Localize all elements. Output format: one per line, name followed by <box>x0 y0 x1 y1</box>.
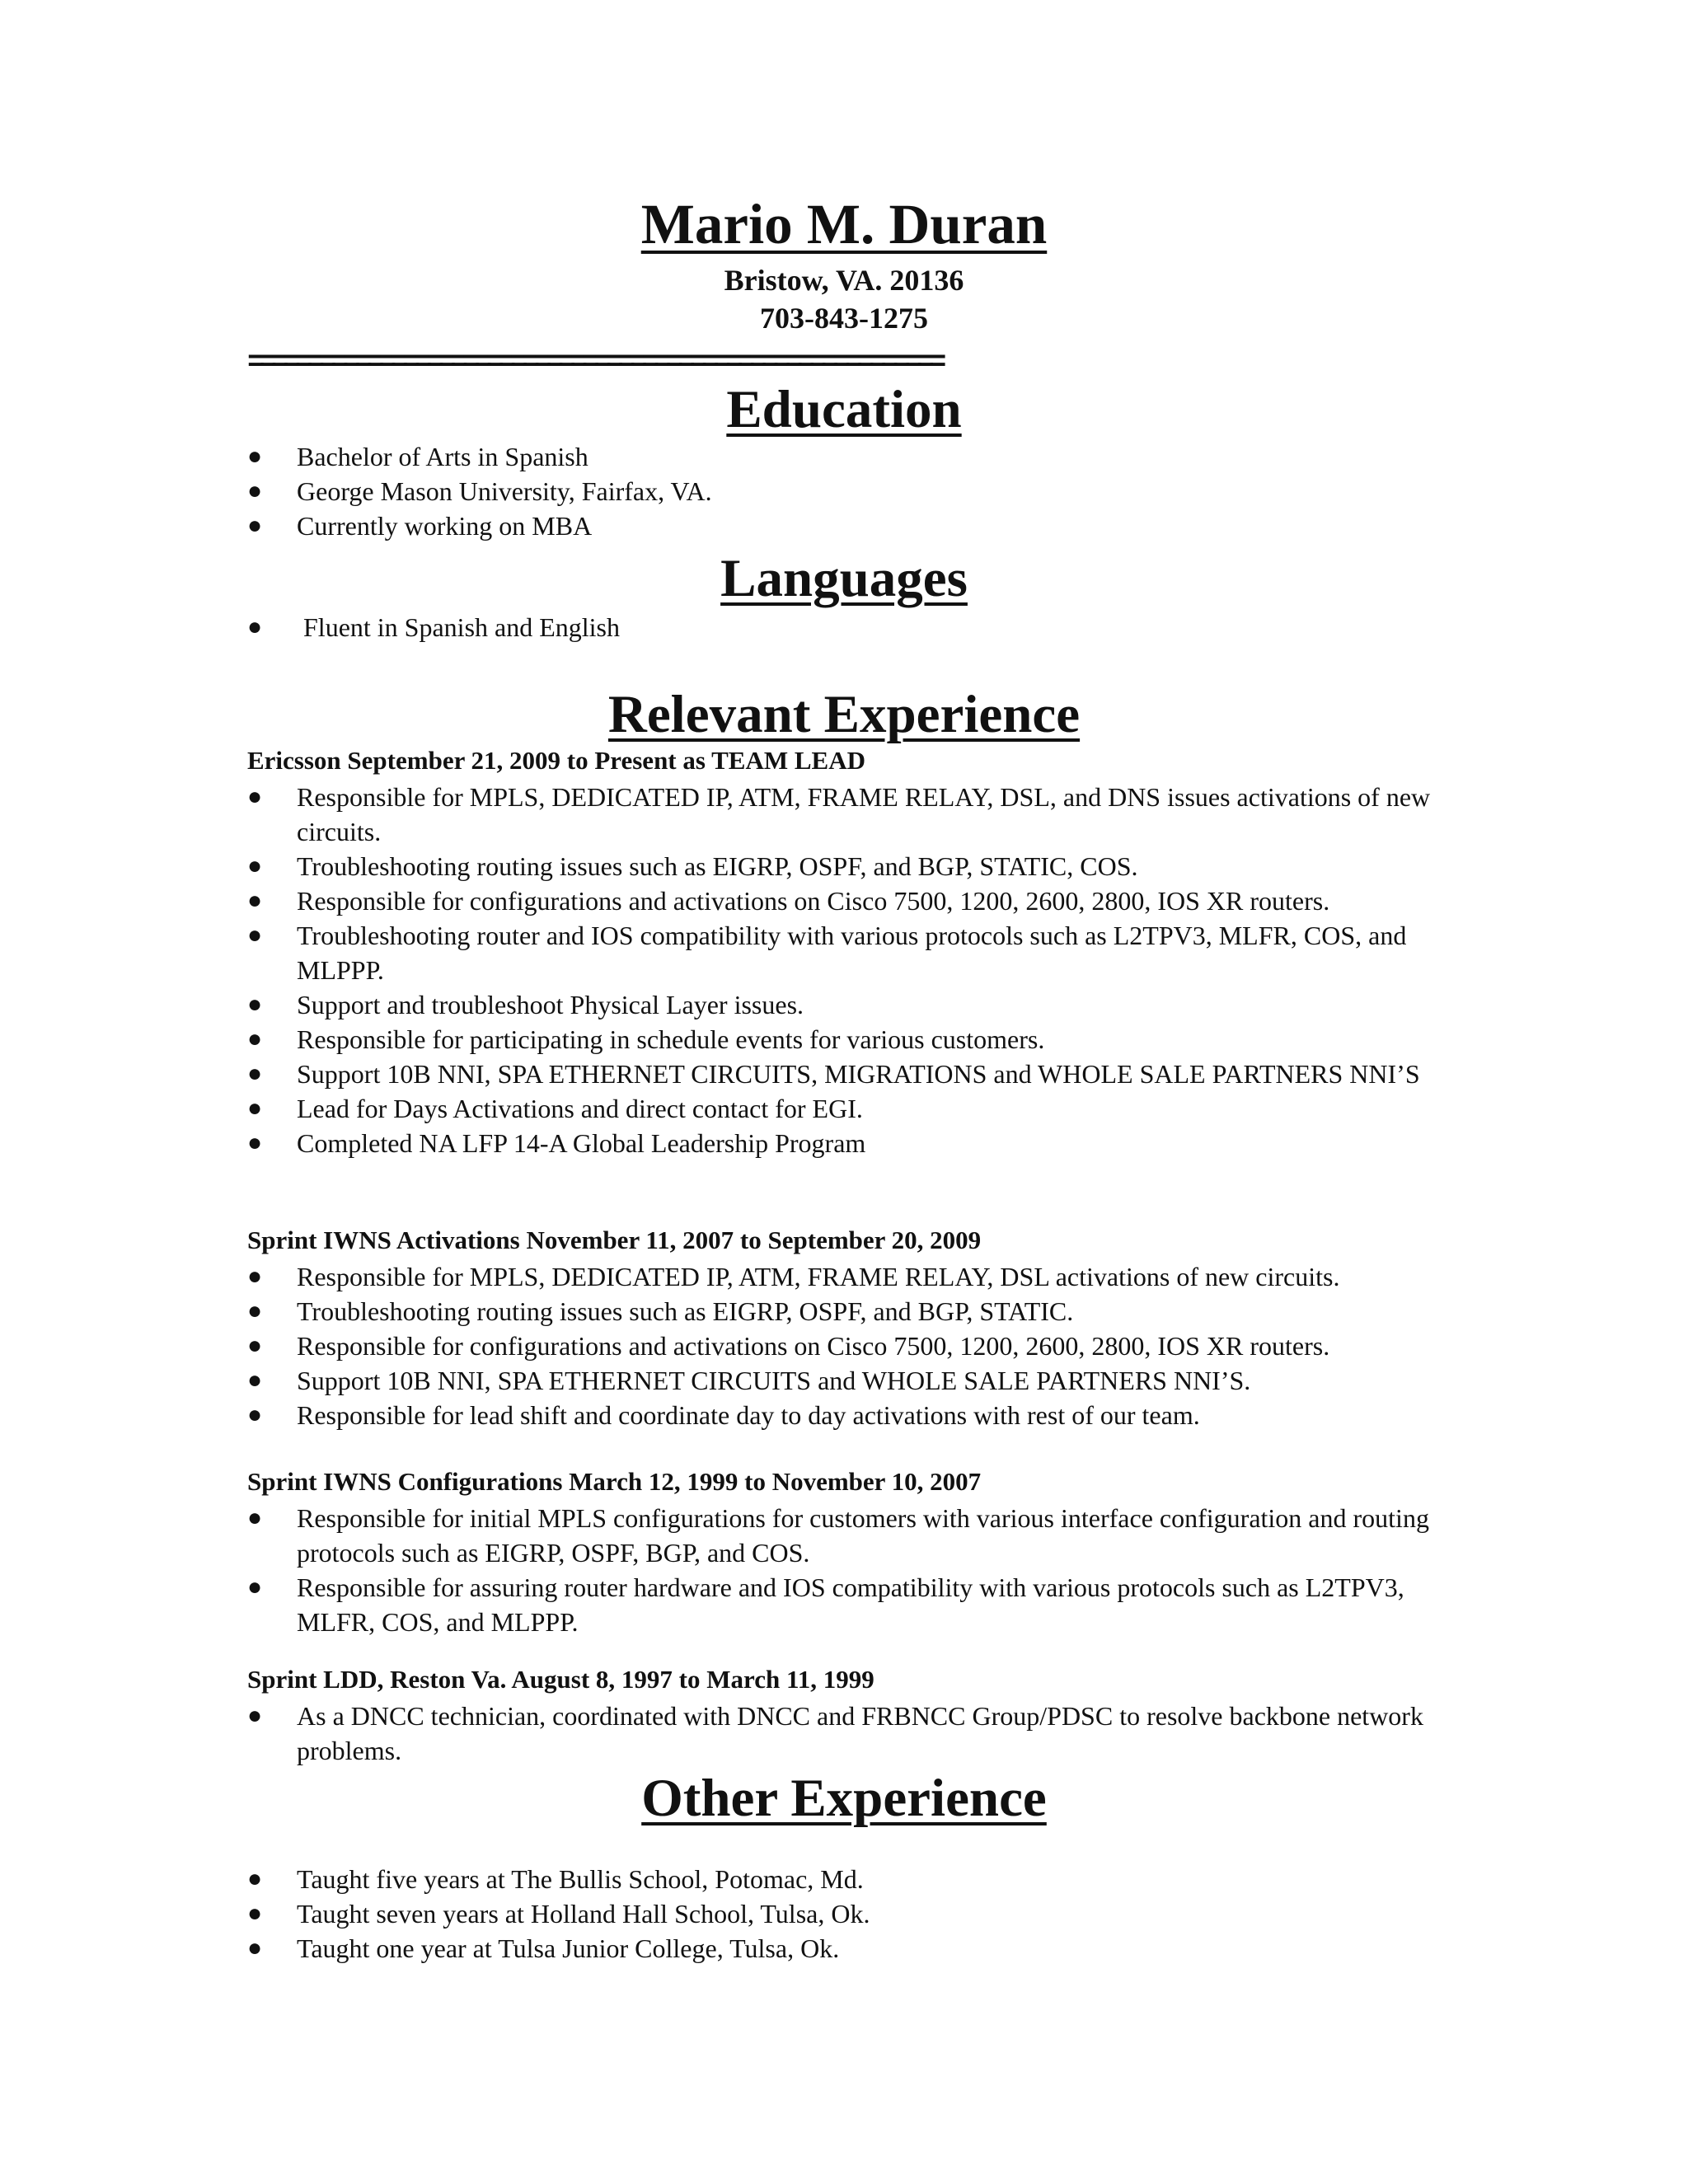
list-item: ● Troubleshooting routing issues such as EIGRP, OSPF, and BGP, STATIC. <box>247 1294 1434 1329</box>
candidate-name: Mario M. Duran <box>640 193 1048 255</box>
bullet-icon: ● <box>247 1702 263 1729</box>
other-experience-list <box>247 1862 1434 1966</box>
list-item: ● Taught one year at Tulsa Junior College, Tulsa, Ok. <box>247 1931 1434 1966</box>
bullet-icon: ● <box>247 1297 263 1324</box>
languages-title: Languages <box>720 549 968 608</box>
job-duties-list <box>247 1501 1434 1639</box>
list-item: ● Responsible for assuring router hardware and IOS compatibility with various protocols such as L2TPV3, MLFR, COS, and MLPPP. <box>247 1570 1434 1639</box>
bullet-icon: ● <box>247 991 263 1018</box>
address: Bristow, VA. 20136 <box>724 264 964 297</box>
list-item: ● Lead for Days Activations and direct contact for EGI. <box>247 1091 1434 1126</box>
bullet-icon: ● <box>247 921 263 949</box>
list-item: ● Fluent in Spanish and English <box>247 610 1434 644</box>
education-title: Education <box>726 380 962 439</box>
list-item: ● Taught five years at The Bullis School, Potomac, Md. <box>247 1862 1434 1896</box>
education-list <box>247 439 1434 543</box>
bullet-icon: ● <box>247 1094 263 1122</box>
list-item: ● Taught seven years at Holland Hall School, Tulsa, Ok. <box>247 1896 1434 1931</box>
job-heading: Ericsson September 21, 2009 to Present as TEAM LEAD <box>247 746 866 775</box>
job-duties-list <box>247 780 1434 1160</box>
bullet-icon: ● <box>247 477 263 504</box>
other-experience-title: Other Experience <box>641 1769 1047 1828</box>
bullet-icon: ● <box>247 1366 263 1394</box>
bullet-icon: ● <box>247 512 263 539</box>
list-item: ● George Mason University, Fairfax, VA. <box>247 474 1434 509</box>
bullet-icon: ● <box>247 1401 263 1428</box>
list-item: ● Bachelor of Arts in Spanish <box>247 439 1434 474</box>
bullet-icon: ● <box>247 1865 263 1892</box>
languages-list <box>247 610 1434 644</box>
job-heading: Sprint IWNS Configurations March 12, 1999 to November 10, 2007 <box>247 1467 982 1496</box>
bullet-icon: ● <box>247 1934 263 1961</box>
list-item: ● Troubleshooting routing issues such as EIGRP, OSPF, and BGP, STATIC, COS. <box>247 849 1434 883</box>
bullet-icon: ● <box>247 1573 263 1601</box>
list-item: ● Responsible for configurations and activations on Cisco 7500, 1200, 2600, 2800, IOS XR routers. <box>247 883 1434 918</box>
job-duties-list <box>247 1699 1434 1768</box>
list-item: ● Responsible for lead shift and coordinate day to day activations with rest of our team. <box>247 1398 1434 1432</box>
bullet-icon: ● <box>247 1504 263 1531</box>
job-heading: Sprint LDD, Reston Va. August 8, 1997 to March 11, 1999 <box>247 1665 874 1694</box>
bullet-icon: ● <box>247 1025 263 1052</box>
list-item: ● Responsible for initial MPLS configurations for customers with various interface configuration and routing protocols such as EIGRP, OSPF, BGP, and COS. <box>247 1501 1434 1570</box>
bullet-icon: ● <box>247 1060 263 1087</box>
list-item: ● As a DNCC technician, coordinated with DNCC and FRBNCC Group/PDSC to resolve backbone network problems. <box>247 1699 1434 1768</box>
list-item: ● Support and troubleshoot Physical Layer issues. <box>247 987 1434 1022</box>
bullet-icon: ● <box>247 887 263 914</box>
relevant-experience-title: Relevant Experience <box>607 685 1081 744</box>
bullet-icon: ● <box>247 783 263 810</box>
list-item: ● Responsible for MPLS, DEDICATED IP, ATM, FRAME RELAY, DSL, and DNS issues activations of new circuits. <box>247 780 1434 849</box>
list-item: ● Support 10B NNI, SPA ETHERNET CIRCUITS and WHOLE SALE PARTNERS NNI’S. <box>247 1363 1434 1398</box>
job-duties-list <box>247 1259 1434 1432</box>
bullet-icon: ● <box>247 613 263 640</box>
bullet-icon: ● <box>247 1129 263 1156</box>
list-item: ● Completed NA LFP 14-A Global Leadership Program <box>247 1126 1434 1160</box>
list-item: ● Currently working on MBA <box>247 509 1434 543</box>
bullet-icon: ● <box>247 1263 263 1290</box>
list-item: ● Responsible for configurations and activations on Cisco 7500, 1200, 2600, 2800, IOS XR routers. <box>247 1329 1434 1363</box>
phone-number: 703-843-1275 <box>760 302 928 335</box>
list-item: ● Support 10B NNI, SPA ETHERNET CIRCUITS, MIGRATIONS and WHOLE SALE PARTNERS NNI’S <box>247 1057 1434 1091</box>
bullet-icon: ● <box>247 852 263 879</box>
list-item: ● Responsible for participating in schedule events for various customers. <box>247 1022 1434 1057</box>
list-item: ● Responsible for MPLS, DEDICATED IP, ATM, FRAME RELAY, DSL activations of new circuits. <box>247 1259 1434 1294</box>
list-item: ● Troubleshooting router and IOS compatibility with various protocols such as L2TPV3, MLFR, COS, and MLPPP. <box>247 918 1434 987</box>
job-heading: Sprint IWNS Activations November 11, 2007 to September 20, 2009 <box>247 1226 982 1254</box>
divider-line: ========================================================== <box>247 348 941 377</box>
bullet-icon: ● <box>247 1900 263 1927</box>
bullet-icon: ● <box>247 443 263 470</box>
bullet-icon: ● <box>247 1332 263 1359</box>
